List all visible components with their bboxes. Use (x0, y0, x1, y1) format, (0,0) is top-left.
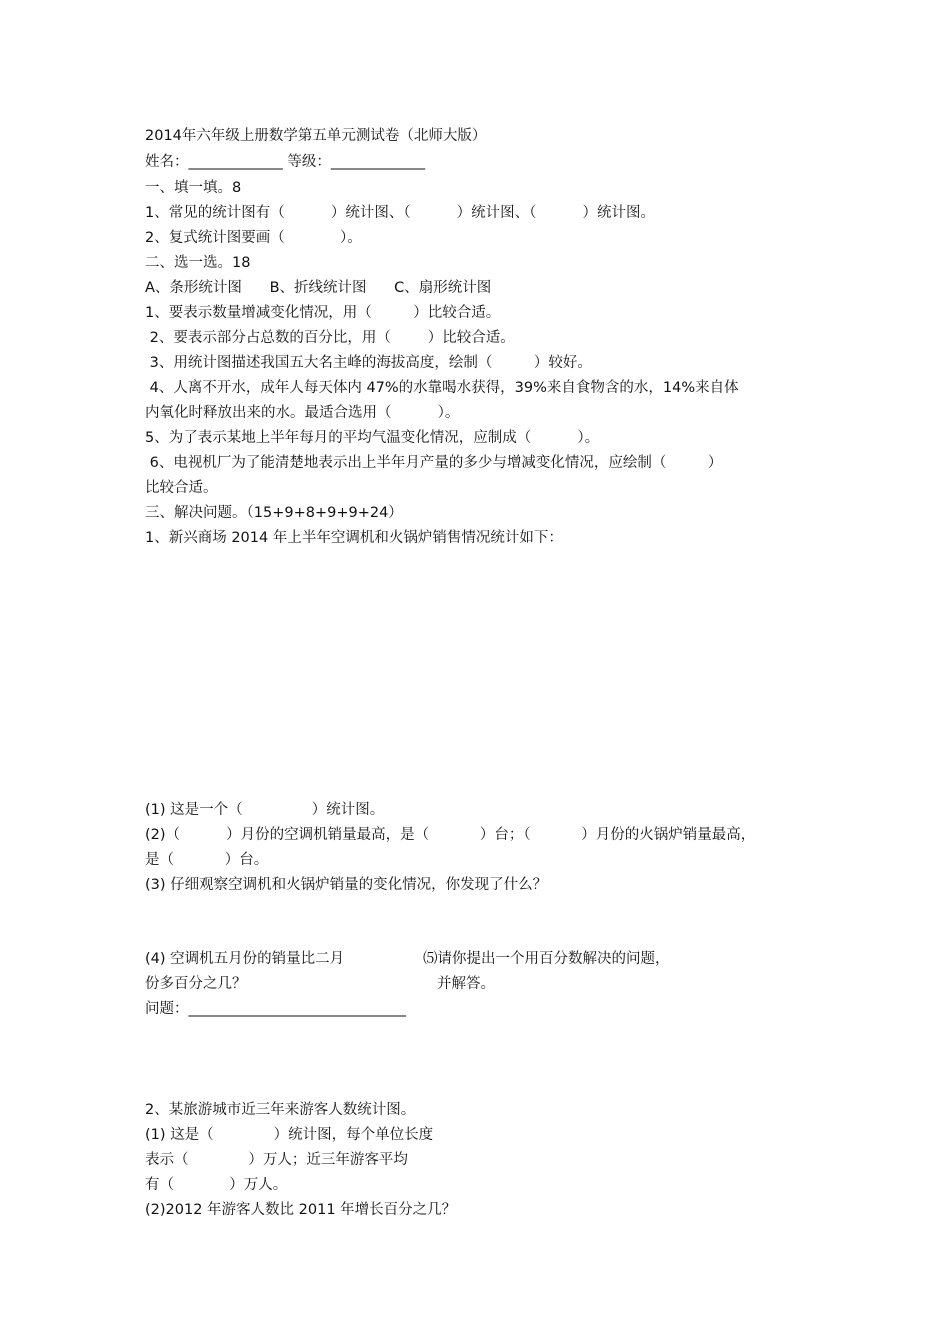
problem-1-sub-5-line-2: 并解答。 (437, 976, 495, 992)
problem-1-intro: 1、新兴商场 2014 年上半年空调机和火锅炉销售情况统计如下： (145, 530, 563, 546)
problem-2-sub-1-line-3: 有（ ）万人。 (145, 1177, 288, 1193)
problem-1-question-line: 问题：______________________________ (145, 1001, 406, 1017)
problem-1-sub-4-line-1: (4) 空调机五月份的销量比二月 (145, 951, 345, 967)
problem-2-sub-1-line-1: (1) 这是（ ）统计图，每个单位长度 (145, 1127, 434, 1143)
problem-1-sub-1: (1) 这是一个（ ）统计图。 (145, 802, 385, 818)
section-3-heading: 三、解决问题。（15+9+8+9+9+24） (145, 505, 403, 521)
problem-1-sub-2-line-1: (2)（ ）月份的空调机销量最高，是（ ）台；（ ）月份的火锅炉销量最高， (145, 827, 756, 843)
choice-question-3: 3、用统计图描述我国五大名主峰的海拔高度，绘制（ ）较好。 (145, 355, 592, 371)
problem-1-sub-2-line-2: 是（ ）台。 (145, 852, 269, 868)
name-grade-line: 姓名：_____________ 等级：_____________ (145, 154, 426, 170)
choice-question-1: 1、要表示数量增减变化情况，用（ ）比较合适。 (145, 305, 501, 321)
problem-1-sub-4-line-2: 份多百分之几？ (145, 976, 247, 992)
section-2-heading: 二、选一选。18 (145, 255, 251, 271)
document-title: 2014年六年级上册数学第五单元测试卷（北师大版） (145, 128, 487, 144)
choice-question-4-line-1: 4、人离不开水，成年人每天体内 47%的水靠喝水获得，39%来自食物含的水，14%来自体 (145, 380, 739, 396)
problem-1-sub-5-line-1: ⑸请你提出一个用百分数解决的问题， (423, 951, 670, 967)
choice-question-6-line-2: 比较合适。 (145, 480, 218, 496)
problem-2-intro: 2、某旅游城市近三年来游客人数统计图。 (145, 1102, 416, 1118)
problem-2-sub-1-line-2: 表示（ ）万人；近三年游客平均 (145, 1152, 408, 1168)
fill-question-1: 1、常见的统计图有（ ）统计图、（ ）统计图、（ ）统计图。 (145, 205, 655, 221)
fill-question-2: 2、复式统计图要画（ ）。 (145, 230, 362, 246)
choice-question-5: 5、为了表示某地上半年每月的平均气温变化情况，应制成（ ）。 (145, 430, 600, 446)
choice-question-2: 2、要表示部分占总数的百分比，用（ ）比较合适。 (145, 330, 515, 346)
problem-2-sub-2: (2)2012 年游客人数比 2011 年增长百分之几？ (145, 1202, 457, 1218)
problem-1-sub-3: (3) 仔细观察空调机和火锅炉销量的变化情况，你发现了什么？ (145, 877, 548, 893)
choice-question-6-line-1: 6、电视机厂为了能清楚地表示出上半年月产量的多少与增减变化情况，应绘制（ ） (145, 455, 723, 471)
choice-question-4-line-2: 内氧化时释放出来的水。最适合选用（ ）。 (145, 405, 460, 421)
choice-options: A、条形统计图 B、折线统计图 C、扇形统计图 (145, 280, 492, 296)
section-1-heading: 一、填一填。8 (145, 180, 242, 196)
